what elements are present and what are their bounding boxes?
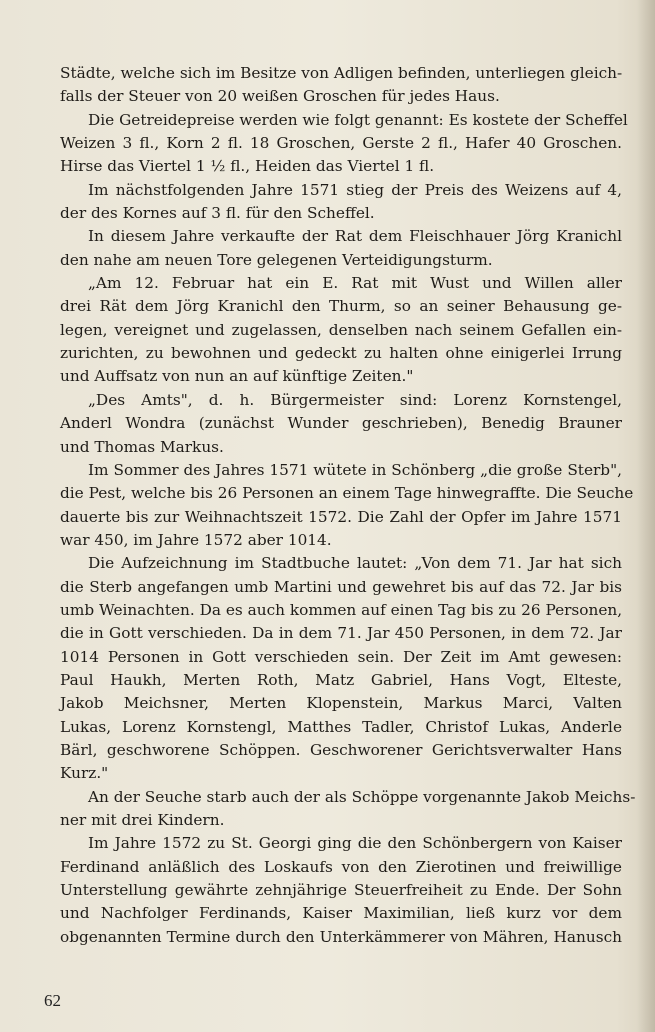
text-line: Die Getreidepreise werden wie folgt genannt: Es kostete der Scheffel bbox=[88, 110, 628, 129]
text-line: In diesem Jahre verkaufte der Rat dem Fleischhauer Jörg Kranichl bbox=[88, 227, 622, 246]
text-line: drei Rät dem Jörg Kranichl den Thurm, so an seiner Behausung ge- bbox=[60, 297, 622, 316]
text-line: die Sterb angefangen umb Martini und gewehret bis auf das 72. Jar bis bbox=[60, 577, 622, 596]
text-line: den nahe am neuen Tore gelegenen Verteidigungsturm. bbox=[60, 250, 493, 269]
text-line: Hirse das Viertel 1 ½ fl., Heiden das Viertel 1 fl. bbox=[60, 157, 435, 176]
text-line: Jakob Meichsner, Merten Klopenstein, Markus Marci, Valten bbox=[60, 694, 622, 713]
text-line: Im Sommer des Jahres 1571 wütete in Schönberg „die große Sterb", bbox=[88, 460, 622, 479]
text-line: umb Weinachten. Da es auch kommen auf einen Tag bis zu 26 Personen, bbox=[60, 600, 623, 619]
text-line: und Nachfolger Ferdinands, Kaiser Maximilian, ließ kurz vor dem bbox=[60, 904, 622, 923]
text-line: und Auffsatz von nun an auf künftige Zeiten." bbox=[60, 367, 414, 386]
text-line: Lukas, Lorenz Kornstengl, Matthes Tadler, Christof Lukas, Anderle bbox=[60, 717, 622, 736]
text-line: dauerte bis zur Weihnachtszeit 1572. Die Zahl der Opfer im Jahre 1571 bbox=[60, 507, 622, 526]
text-line: die in Gott verschieden. Da in dem 71. Jar 450 Personen, in dem 72. Jar bbox=[60, 624, 622, 643]
text-line: Unterstellung gewährte zehnjährige Steuerfreiheit zu Ende. Der Sohn bbox=[60, 881, 622, 900]
text-line: Die Aufzeichnung im Stadtbuche lautet: „Von dem 71. Jar hat sich bbox=[88, 554, 622, 573]
text-line: ner mit drei Kindern. bbox=[60, 811, 225, 829]
text-line: Ferdinand anläßlich des Loskaufs von den Zierotinen und freiwillige bbox=[60, 857, 622, 876]
text-line: 1014 Personen in Gott verschieden sein. Der Zeit im Amt gewesen: bbox=[60, 647, 622, 666]
text-line: der des Kornes auf 3 fl. für den Scheffel. bbox=[60, 204, 375, 223]
text-line: war 450, im Jahre 1572 aber 1014. bbox=[60, 530, 332, 549]
text-line: Kurz." bbox=[60, 764, 109, 783]
text-line: legen, vereignet und zugelassen, denselben nach seinem Gefallen ein- bbox=[60, 320, 622, 339]
text-line: Im Jahre 1572 zu St. Georgi ging die den Schönbergern von Kaiser bbox=[88, 834, 622, 853]
text-line: „Des Amts", d. h. Bürgermeister sind: Lorenz Kornstengel, bbox=[88, 390, 622, 409]
text-line: Anderl Wondra (zunächst Wunder geschrieben), Benedig Brauner bbox=[60, 414, 622, 433]
text-line: Im nächstfolgenden Jahre 1571 stieg der Preis des Weizens auf 4, bbox=[88, 180, 622, 199]
text-line: die Pest, welche bis 26 Personen an einem Tage hinwegraffte. Die Seuche bbox=[60, 484, 634, 503]
body-text bbox=[60, 62, 636, 949]
text-line: „Am 12. Februar hat ein E. Rat mit Wust und Willen aller bbox=[88, 274, 622, 293]
text-line: Städte, welche sich im Besitze von Adligen befinden, unterliegen gleich- bbox=[60, 64, 623, 82]
text-line: falls der Steuer von 20 weißen Groschen für jedes Haus. bbox=[60, 87, 500, 106]
text-line: Paul Haukh, Merten Roth, Matz Gabriel, Hans Vogt, Elteste, bbox=[60, 670, 622, 689]
text-line: obgenannten Termine durch den Unterkämmerer von Mähren, Hanusch bbox=[60, 927, 622, 946]
text-line: Bärl, geschworene Schöppen. Geschworener Gerichtsverwalter Hans bbox=[60, 740, 622, 759]
page-number: 62 bbox=[44, 991, 61, 1010]
text-line: und Thomas Markus. bbox=[60, 437, 224, 456]
text-line: zurichten, zu bewohnen und gedeckt zu halten ohne einigerlei Irrung bbox=[60, 344, 622, 363]
text-line: An der Seuche starb auch der als Schöppe vorgenannte Jakob Meichs- bbox=[88, 787, 636, 806]
page-gutter-shadow bbox=[637, 0, 655, 1032]
text-line: Weizen 3 fl., Korn 2 fl. 18 Groschen, Gerste 2 fl., Hafer 40 Groschen. bbox=[60, 134, 622, 153]
